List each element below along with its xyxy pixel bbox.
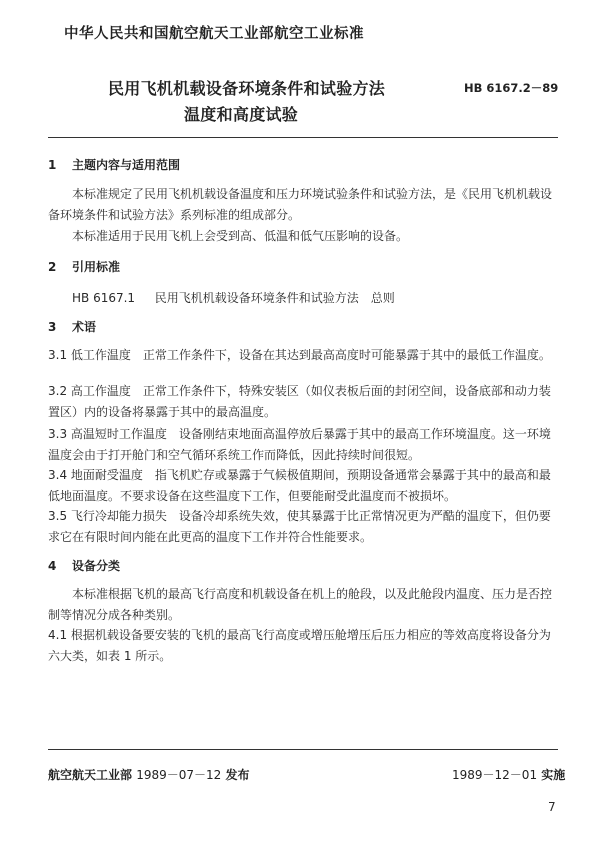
reference-entry [72, 289, 395, 306]
implementation-line [452, 766, 565, 783]
term-item [48, 381, 558, 423]
document-title-line1: 民用飞机机载设备环境条件和试验方法 [108, 79, 386, 98]
document-number: HB 6167.2－89 [464, 81, 559, 95]
issue-line [48, 766, 250, 783]
section-4-item [48, 625, 558, 667]
page-number: 7 [548, 800, 556, 814]
term-text: 地面耐受温度 指飞机贮存或暴露于气候极值期间，预期设备通常会暴露于其中的最高和最低地面温度。不要求设备在这些温度下工作，但要能耐受此温度而不被损坏。 [48, 468, 551, 503]
top-divider [48, 137, 558, 138]
issue-date: 1989－07－12 [136, 768, 222, 782]
section-3-heading [48, 318, 96, 335]
term-item [48, 345, 558, 366]
section-4-heading [48, 557, 120, 574]
section-3-number: 3 [48, 320, 57, 334]
term-item [48, 424, 558, 466]
section-4-item-number: 4.1 [48, 628, 68, 642]
section-1-title: 主题内容与适用范围 [72, 158, 181, 172]
term-number: 3.3 [48, 427, 68, 441]
term-text: 低工作温度 正常工作条件下，设备在其达到最高高度时可能暴露于其中的最低工作温度。 [70, 348, 551, 362]
term-text: 高工作温度 正常工作条件下，特殊安装区（如仪表板后面的封闭空间，设备底部和动力装置区）内的设备将暴露于其中的最高温度。 [48, 384, 551, 419]
term-item [48, 506, 558, 548]
section-2-heading [48, 258, 120, 275]
reference-code: HB 6167.1 [72, 291, 136, 305]
bottom-divider [48, 749, 558, 750]
reference-title: 民用飞机机载设备环境条件和试验方法 总则 [154, 291, 395, 305]
section-4-item-text: 根据机载设备要安装的飞机的最高飞行高度或增压舱增压后压力相应的等效高度将设备分为六大类，如表 1 所示。 [48, 628, 551, 663]
section-1-heading [48, 156, 180, 173]
standard-header: 中华人民共和国航空航天工业部航空工业标准 [64, 26, 364, 42]
section-4-number: 4 [48, 559, 57, 573]
document-title-line2: 温度和高度试验 [184, 105, 299, 124]
issue-label: 发布 [225, 768, 250, 782]
section-1-paragraph-1: 本标准规定了民用飞机机载设备温度和压力环境试验条件和试验方法，是《民用飞机机载设备环境条件和试验方法》系列标准的组成部分。 [48, 187, 553, 222]
term-text: 高温短时工作温度 设备刚结束地面高温停放后暴露于其中的最高工作环境温度。这一环境温度会由于打开舱门和空气循环系统工作而降低，因此持续时间很短。 [48, 427, 551, 462]
term-number: 3.5 [48, 509, 68, 523]
implementation-date: 1989－12－01 [452, 768, 538, 782]
section-1-number: 1 [48, 158, 57, 172]
section-2-title: 引用标准 [72, 260, 121, 274]
term-number: 3.2 [48, 384, 68, 398]
section-4-paragraph-1: 本标准根据飞机的最高飞行高度和机载设备在机上的舱段，以及此舱段内温度、压力是否控制等情况分成各种类别。 [48, 587, 553, 622]
term-number: 3.1 [48, 348, 68, 362]
issuer: 航空航天工业部 [48, 768, 133, 782]
term-text: 飞行冷却能力损失 设备冷却系统失效，使其暴露于比正常情况更为严酷的温度下，但仍要求它在有限时间内能在此更高的温度下工作并符合性能要求。 [48, 509, 551, 544]
section-1-paragraph-2: 本标准适用于民用飞机上会受到高、低温和低气压影响的设备。 [72, 229, 409, 243]
term-number: 3.4 [48, 468, 68, 482]
term-item [48, 465, 558, 507]
section-2-number: 2 [48, 260, 57, 274]
section-3-title: 术语 [72, 320, 97, 334]
section-4-title: 设备分类 [72, 559, 121, 573]
implementation-label: 实施 [541, 768, 566, 782]
